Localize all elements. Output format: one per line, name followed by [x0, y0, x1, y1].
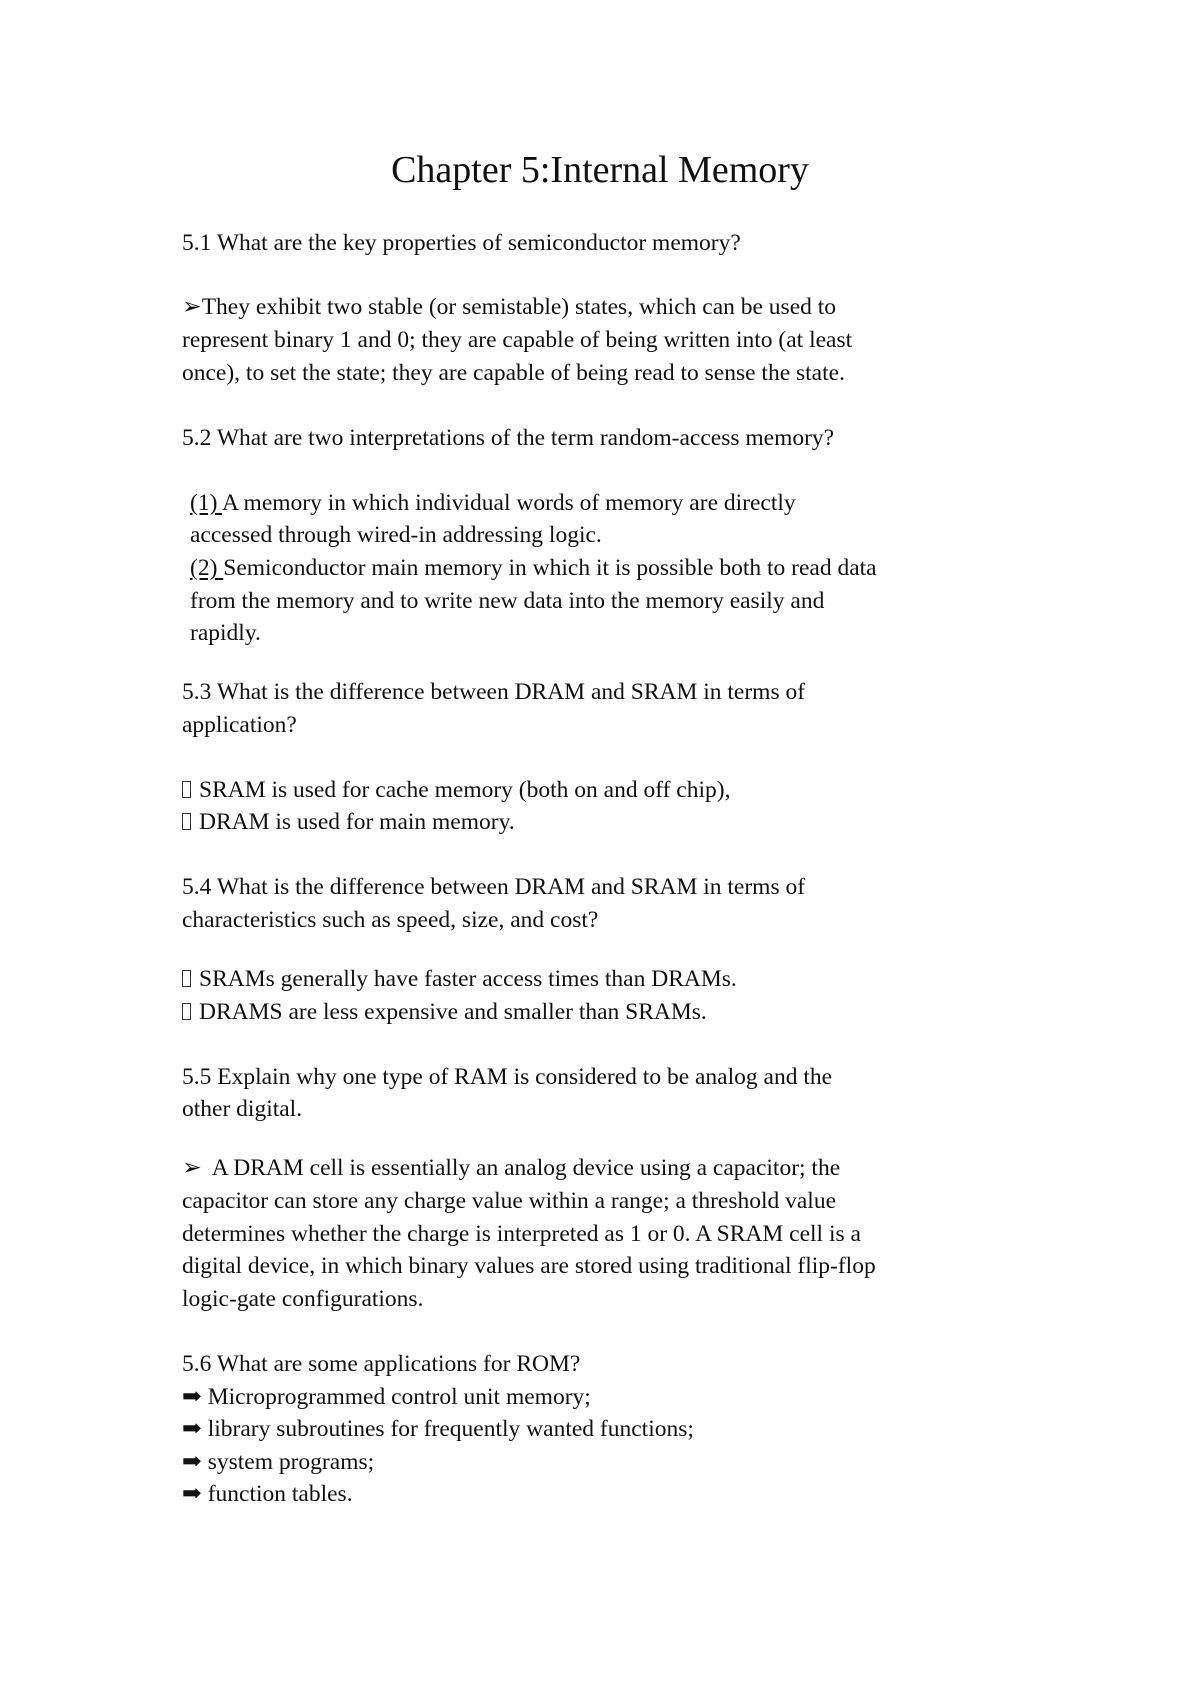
answer-5-3-bullet-2	[182, 806, 515, 838]
answer-5-2-item-1-line-1	[190, 487, 796, 519]
answer-5-6-item-1	[182, 1381, 591, 1413]
item-text: system programs;	[207, 1449, 375, 1475]
answer-5-2-item-2-line-2: from the memory and to write new data into the memory easily and	[190, 588, 825, 614]
missing-glyph-bullet-icon	[182, 781, 191, 798]
answer-text: They exhibit two stable (or semistable) states, which can be used to	[201, 294, 837, 320]
item-text: Semiconductor main memory in which it is possible both to read data	[223, 555, 877, 581]
question-5-3-line-1: 5.3 What is the difference between DRAM and SRAM in terms of	[182, 679, 806, 705]
bullet-text: DRAMS are less expensive and smaller than SRAMs.	[199, 999, 707, 1025]
answer-5-5-line-4: digital device, in which binary values are stored using traditional flip-flop	[182, 1253, 876, 1279]
answer-5-5-line-3: determines whether the charge is interpreted as 1 or 0. A SRAM cell is a	[182, 1221, 861, 1247]
missing-glyph-bullet-icon	[182, 1003, 191, 1020]
answer-5-1-line-1	[182, 291, 836, 323]
question-5-5-line-2: other digital.	[182, 1096, 303, 1122]
answer-5-5-line-2: capacitor can store any charge value within a range; a threshold value	[182, 1188, 837, 1214]
answer-5-3-bullet-1	[182, 774, 730, 806]
arrowhead-bullet-icon: ➢	[182, 1155, 202, 1181]
answer-5-4-bullet-1	[182, 963, 737, 995]
item-text: function tables.	[207, 1481, 353, 1507]
item-text: library subroutines for frequently wanted functions;	[207, 1416, 694, 1442]
arrowhead-bullet-icon: ➢	[182, 294, 202, 320]
bullet-text: SRAM is used for cache memory (both on and off chip),	[199, 777, 731, 803]
question-5-3-line-2: application?	[182, 712, 297, 738]
question-5-1: 5.1 What are the key properties of semiconductor memory?	[182, 230, 741, 256]
answer-5-5-line-1	[182, 1152, 840, 1184]
answer-5-2-item-2-line-3: rapidly.	[190, 620, 261, 646]
answer-5-2-item-1-line-2: accessed through wired-in addressing logic.	[190, 522, 602, 548]
question-5-6: 5.6 What are some applications for ROM?	[182, 1351, 581, 1377]
question-5-4-line-1: 5.4 What is the difference between DRAM and SRAM in terms of	[182, 874, 806, 900]
item-number: (2)	[190, 555, 224, 581]
question-5-2: 5.2 What are two interpretations of the term random-access memory?	[182, 425, 835, 451]
answer-5-6-item-2	[182, 1413, 694, 1445]
answer-5-5-line-5: logic-gate configurations.	[182, 1286, 424, 1312]
arrow-bullet-icon: ➡	[182, 1449, 202, 1475]
answer-5-4-bullet-2	[182, 996, 707, 1028]
arrow-bullet-icon: ➡	[182, 1384, 202, 1410]
missing-glyph-bullet-icon	[182, 970, 191, 987]
answer-5-2-item-2-line-1	[190, 552, 877, 584]
question-5-5-line-1: 5.5 Explain why one type of RAM is considered to be analog and the	[182, 1064, 833, 1090]
answer-5-6-item-4	[182, 1478, 353, 1510]
answer-5-6-item-3	[182, 1446, 374, 1478]
answer-5-1-line-2: represent binary 1 and 0; they are capable of being written into (at least	[182, 327, 853, 353]
page-title: Chapter 5:Internal Memory	[391, 149, 809, 191]
arrow-bullet-icon: ➡	[182, 1481, 202, 1507]
question-5-4-line-2: characteristics such as speed, size, and cost?	[182, 907, 599, 933]
item-text: A memory in which individual words of memory are directly	[221, 490, 796, 516]
item-text: Microprogrammed control unit memory;	[207, 1384, 591, 1410]
answer-5-1-line-3: once), to set the state; they are capable of being read to sense the state.	[182, 360, 845, 386]
arrow-bullet-icon: ➡	[182, 1416, 202, 1442]
bullet-text: DRAM is used for main memory.	[199, 809, 515, 835]
answer-text: A DRAM cell is essentially an analog device using a capacitor; the	[211, 1155, 841, 1181]
item-number: (1)	[190, 490, 222, 516]
bullet-text: SRAMs generally have faster access times than DRAMs.	[199, 966, 737, 992]
missing-glyph-bullet-icon	[182, 813, 191, 830]
